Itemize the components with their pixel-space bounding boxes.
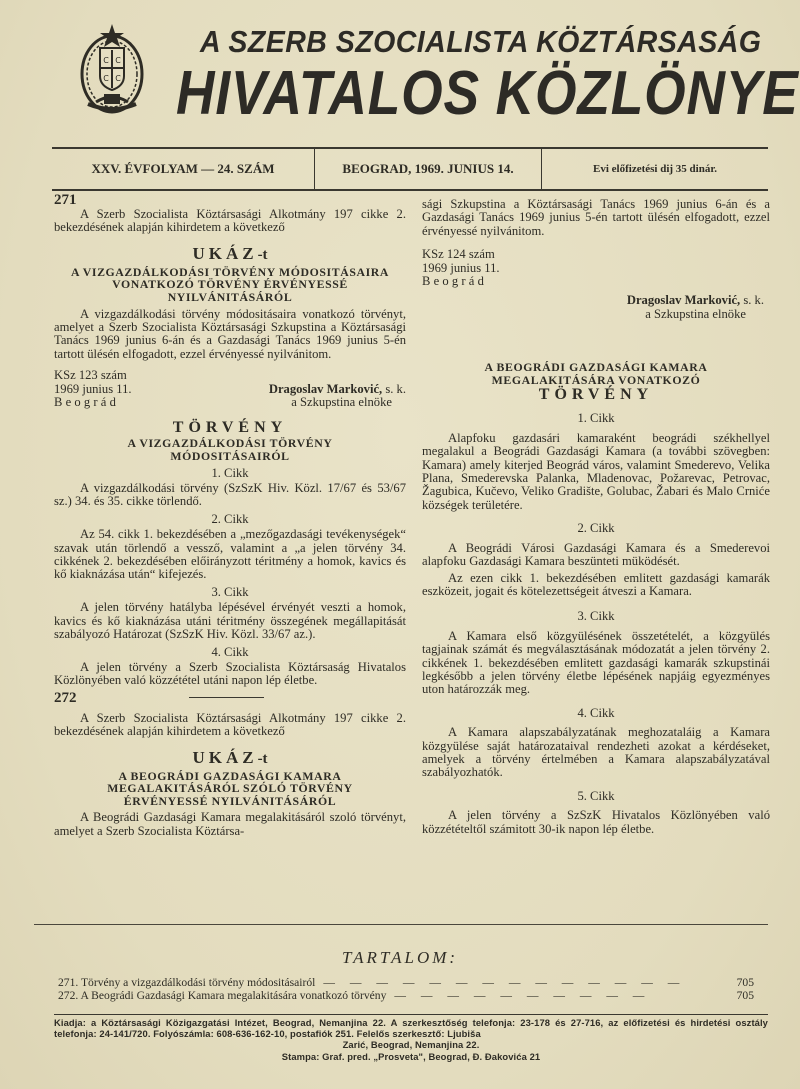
reference-date: 1969 junius 11. [422,260,500,275]
issue-info-bar [52,147,768,191]
toc-entry-label: 271. Törvény a vizgazdálkodási törvény módositásairól [58,976,316,989]
law-title: TÖRVÉNY [172,419,288,437]
article-label: 2. Cikk [211,511,249,526]
toc-leader: — — — — — — — — — — — — — — [323,976,686,989]
law-heading: A BEOGRÁDI GAZDASÁGI KAMARA MEGALAKITÁSÁRA VONATKOZÓ [484,360,708,387]
article-label: 1. Cikk [211,465,249,480]
signer-suffix: s. k. [385,381,406,396]
ukaz-body: A vizgazdálkodási törvény módositásaira vonatkozó törvényt, amelyet a Szerb Szocialista Köztársasági Szkupstina a Köztársasági Tanács 1969 junius 6-án és a Gazdasági Tanács 1969 junius 5-én tartott ülésén elfogadott, ezzel érvényessé nyilvánitom. [54,306,406,361]
signer-name: Dragoslav Marković, [626,293,741,308]
signer-name: Dragoslav Marković, [268,381,383,396]
masthead-title-line-2: HIVATALOS KÖZLÖNYE [176,59,799,128]
article-272-header [54,690,406,706]
reference-place: Beográd [422,274,488,289]
ukaz-body: A Beográdi Gazdasági Kamara megalakitásáról szoló törvényt, amelyet a Szerb Szocialista Köztársa- [54,810,406,838]
article-text: A jelen törvény a SzSzK Hivatalos Közlönyében való közzétételtől számitott 30-ik napon lép életbe. [422,808,770,836]
article-number-272: 272 [54,689,77,706]
reference-number: KSz 123 szám [54,368,127,383]
ukaz-label: UKÁZ [192,747,258,767]
ukaz-heading: A VIZGAZDÁLKODÁSI TÖRVÉNY MÓDOSITÁSAIRA VONATKOZÓ TÖRVÉNY ÉRVÉNYESSÉ NYILVÁNITÁSÁRÓL [70,264,390,304]
article-text: A jelen törvény hatályba lépésével érvényét veszti a homok, kavics és kő kiaknázása utáni téritmény összegének megállapitását szabályozó Határozat (SzSzK Hiv. Közl. 33/67 az.). [54,600,406,642]
imprint-publisher: Kiadja: a Köztársasági Közigazgatási Intézet, Beograd, Nemanjina 22. A szerkesztőség telefonja: 23-178 és 27-716, az előfizetési és hirdetési osztály telefonja: 24-141/720. Folyószámla: 608-636-162-10, postafiók 251. Felelős szerkesztő: Ljubiša [54,1017,768,1040]
toc-page-number: 705 [736,976,754,989]
article-text: A vizgazdálkodási törvény (SzSzK Hiv. Közl. 17/67 és 53/67 sz.) 34. és 35. cikke törlendő. [54,481,406,509]
toc-entry[interactable] [58,989,754,1002]
article-text: A Beográdi Városi Gazdasági Kamara és a Smederevoi alapfoku Gazdasági Kamara beszünteti müködését. [422,540,770,569]
signer-suffix: s. k. [743,293,764,308]
article-label: 3. Cikk [211,584,249,599]
signer [269,383,406,396]
toc-entry-label: 272. A Beográdi Gazdasági Kamara megalakitására vonatkozó törvény [58,989,387,1002]
article-text: Alapfoku gazdasári kamaraként beográdi székhellyel megalakul a Beográdi Gazdasági Kamara (a további szövegben: Kamara) amely kiterjed Beográd város, valamint Smederevo, Velika Plana, Smederevska Palanka, Mladenovac, Požarevac, Petrovac, Žagubica, Kučevo, Veliko Gradište, Golubac, Žabari és Malo Crniće községek területére. [422,430,770,512]
state-coat-of-arms-icon [78,22,146,120]
law-heading: A VIZGAZDÁLKODÁSI TÖRVÉNY MÓDOSITÁSAIRÓL [127,436,333,464]
contents-title: TARTALOM: [341,948,459,967]
article-number-271: 271 [54,192,77,208]
signature-row [54,383,406,396]
article-label: 4. Cikk [211,644,249,659]
article-271-intro: A Szerb Szocialista Köztársasági Alkotmány 197 cikke 2. bekezdésének alapján kihirdetem a következő [54,207,406,235]
article-text: Az ezen cikk 1. bekezdésében emlitett gazdasági kamarák eszközeit, jogait és kötelezettségeit átveszi a Kamara. [422,570,770,598]
ukaz-title [54,749,406,768]
law-title: TÖRVÉNY [538,386,654,404]
imprint-rule [54,1014,768,1015]
signature-block [54,369,406,409]
article-text: A Kamara alapszabályzatának meghozataláig a Kamara közgyülése saját határozataival rendezheti azokat a kérdéseket, amelyek a törvény értelmében a Kamara alapszabályzatával szabályozhatók. [422,725,770,780]
signer-title: a Szkupstina elnöke [645,306,746,321]
signature-row-2 [54,396,406,409]
columns-bottom-rule [34,924,768,925]
ukaz-suffix: -t [257,750,268,767]
svg-text:C: C [115,74,121,83]
imprint-printer: Stampa: Graf. pred. „Prosveta", Beograd, Đ. Đakovića 21 [281,1050,541,1062]
divider [189,697,264,698]
reference-place: Beográd [54,395,120,410]
svg-text:C: C [115,56,121,65]
ukaz-label: UKÁZ [192,243,258,263]
svg-text:C: C [103,74,109,83]
ukaz-body-continued: sági Szkupstina a Köztársasági Tanács 1969 junius 6-án és a Gazdasági Tanács 1969 junius 5-én tartott ülésén elfogadott, ezzel érvényessé nyilvánitom. [422,197,770,238]
issue-volume: XXV. ÉVFOLYAM — 24. SZÁM [52,149,315,189]
imprint [54,1017,768,1062]
article-text: Az 54. cikk 1. bekezdésében a „mezőgazdasági tevékenységek“ szavak után törlendő a vessző, valamint a „a jelen törvény 34. cikkének 2. bekezdésében előirányzott téritmény a homok, kavics és kő kiaknázása után“ kifejezés. [54,527,406,582]
article-label: 3. Cikk [577,609,615,624]
article-label: 2. Cikk [577,521,615,536]
article-text: A Kamara első közgyülésének összetételét, a közgyülés tagjainak számát és megválasztásának módozatát a jelen törvény 2. cikkének 1. bekezdésében emlitett gazdasági kamarák szkupstinái legkésőbb a jelen törvény életbe lépésének napjáig egyezményes uton határozzák meg. [422,628,770,697]
toc-leader: — — — — — — — — — — [394,989,651,1002]
imprint-editor-address: Zarić, Beograd, Nemanjina 22. [342,1039,480,1051]
article-272-intro: A Szerb Szocialista Köztársasági Alkotmány 197 cikke 2. bekezdésének alapján kihirdetem a következő [54,710,406,739]
table-of-contents [58,976,754,1002]
ukaz-suffix: -t [257,246,268,263]
article-label: 4. Cikk [577,705,615,720]
masthead-title-line-1: A SZERB SZOCIALISTA KÖZTÁRSASÁG [200,24,762,59]
right-column [422,192,770,836]
issue-place-date: BEOGRAD, 1969. JUNIUS 14. [315,149,542,189]
article-label: 1. Cikk [577,411,615,426]
svg-text:C: C [103,56,109,65]
toc-page-number: 705 [736,989,754,1002]
article-text: A jelen törvény a Szerb Szocialista Köztársaság Hivatalos Közlönyében való közzététel utáni napon lép életbe. [54,659,406,688]
reference-date: 1969 junius 11. [54,381,132,396]
toc-entry[interactable] [58,976,754,989]
signer [422,294,770,307]
article-label: 5. Cikk [577,788,615,803]
signer-title: a Szkupstina elnöke [291,395,392,410]
left-column [54,192,406,838]
reference-number: KSz 124 szám [422,247,495,262]
ukaz-heading: A BEOGRÁDI GAZDASÁGI KAMARA MEGALAKITÁSÁRÓL SZÓLÓ TÖRVÉNY ÉRVÉNYESSÉ NYILVÁNITÁSÁRÓL [107,768,353,808]
subscription-price: Evi előfizetési dij 35 dinár. [593,163,717,175]
signature-block [422,248,770,321]
ukaz-title [54,245,406,264]
